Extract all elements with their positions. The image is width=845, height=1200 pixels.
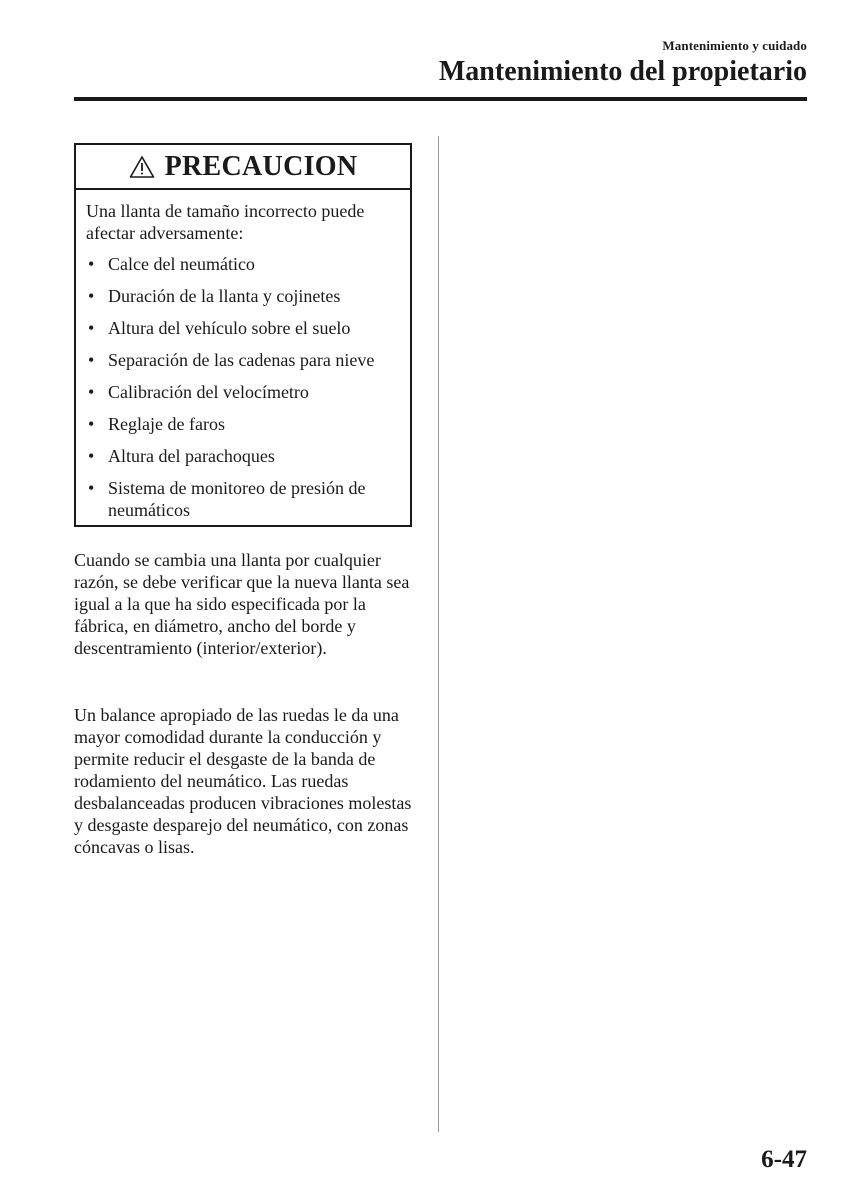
caution-item-text: Sistema de monitoreo de presión de neumáticos — [108, 478, 366, 520]
bullet: • — [88, 382, 95, 402]
caution-list — [86, 253, 402, 521]
caution-item-text: Separación de las cadenas para nieve — [108, 350, 375, 370]
bullet: • — [88, 478, 95, 498]
body-paragraph-tire-replacement: Cuando se cambia una llanta por cualquier razón, se debe verificar que la nueva llanta sea igual a la que ha sido especificada por la fábrica, en diámetro, ancho del borde y descentramiento (interior/exterior). — [74, 550, 410, 658]
caution-title: PRECAUCION — [164, 150, 358, 182]
bullet: • — [88, 350, 95, 370]
caution-item-text: Calibración del velocímetro — [108, 382, 309, 402]
caution-list-item — [86, 285, 402, 307]
bullet: • — [88, 446, 95, 466]
caution-list-item — [86, 413, 402, 435]
section-label: Mantenimiento y cuidado — [662, 38, 807, 53]
column-divider — [438, 136, 439, 1132]
caution-box — [74, 143, 412, 527]
bullet: • — [88, 254, 95, 274]
caution-list-item — [86, 381, 402, 403]
caution-item-text: Altura del parachoques — [108, 446, 275, 466]
caution-list-item — [86, 253, 402, 275]
page-title: Mantenimiento del propietario — [438, 56, 807, 87]
caution-item-text: Reglaje de faros — [108, 414, 225, 434]
caution-item-text: Duración de la llanta y cojinetes — [108, 286, 341, 306]
caution-intro: Una llanta de tamaño incorrecto puede afectar adversamente: — [86, 201, 365, 243]
bullet: • — [88, 318, 95, 338]
caution-list-item — [86, 349, 402, 371]
bullet: • — [88, 286, 95, 306]
caution-item-text: Calce del neumático — [108, 254, 255, 274]
body-paragraph-wheel-balance: Un balance apropiado de las ruedas le da una mayor comodidad durante la conducción y permite reducir el desgaste de la banda de rodamiento del neumático. Las ruedas desbalanceadas producen vibraciones molestas y desgaste desparejo del neumático, con zonas cóncavas o lisas. — [74, 705, 412, 857]
warning-triangle-icon — [129, 155, 155, 179]
caution-list-item — [86, 477, 402, 521]
caution-list-item — [86, 445, 402, 467]
page-number: 6-47 — [761, 1146, 807, 1173]
caution-list-item — [86, 317, 402, 339]
header-rule — [74, 97, 807, 101]
caution-body — [76, 190, 410, 521]
caution-header — [76, 145, 410, 190]
caution-item-text: Altura del vehículo sobre el suelo — [108, 318, 351, 338]
bullet: • — [88, 414, 95, 434]
